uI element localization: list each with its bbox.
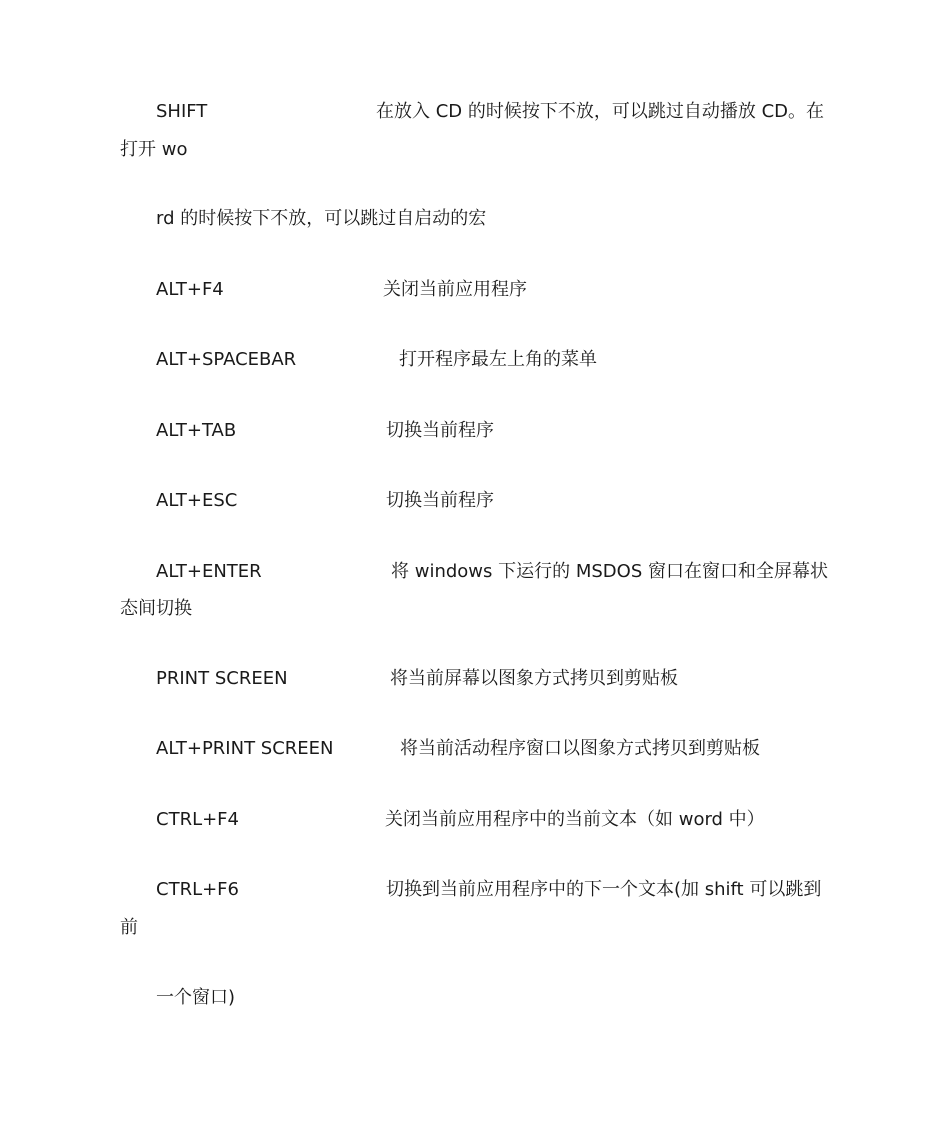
shortcut-key: ALT+SPACEBAR <box>156 349 297 370</box>
shortcut-key: ALT+TAB <box>156 420 237 441</box>
shortcut-key: PRINT SCREEN <box>156 668 288 689</box>
shortcut-description: 切换到当前应用程序中的下一个文本(加 shift 可以跳到 <box>386 879 822 900</box>
shortcut-description: 切换当前程序 <box>386 420 494 441</box>
shortcut-description: 关闭当前应用程序 <box>383 279 527 300</box>
shortcut-description: 将当前活动程序窗口以图象方式拷贝到剪贴板 <box>400 738 760 759</box>
shortcut-description: 打开程序最左上角的菜单 <box>399 349 597 370</box>
shortcut-description: 在放入 CD 的时候按下不放，可以跳过自动播放 CD。在 <box>376 101 825 122</box>
text-line: 一个窗口) <box>156 987 236 1008</box>
text-line: rd 的时候按下不放，可以跳过自启动的宏 <box>156 208 487 229</box>
shortcut-description: 切换当前程序 <box>386 490 494 511</box>
shortcut-key: ALT+ENTER <box>156 561 262 582</box>
shortcut-description: 关闭当前应用程序中的当前文本（如 word 中） <box>385 809 765 830</box>
shortcut-key: ALT+ESC <box>156 490 238 511</box>
shortcut-key: CTRL+F4 <box>156 809 239 830</box>
wrapped-text-line: 态间切换 <box>120 598 192 619</box>
shortcut-key: ALT+F4 <box>156 279 224 300</box>
wrapped-text-line: 打开 wo <box>120 139 188 160</box>
shortcut-description: 将当前屏幕以图象方式拷贝到剪贴板 <box>390 668 678 689</box>
shortcut-key: ALT+PRINT SCREEN <box>156 738 334 759</box>
shortcut-key: SHIFT <box>156 101 208 122</box>
shortcut-key: CTRL+F6 <box>156 879 239 900</box>
shortcut-description: 将 windows 下运行的 MSDOS 窗口在窗口和全屏幕状 <box>391 561 828 582</box>
wrapped-text-line: 前 <box>120 917 138 938</box>
